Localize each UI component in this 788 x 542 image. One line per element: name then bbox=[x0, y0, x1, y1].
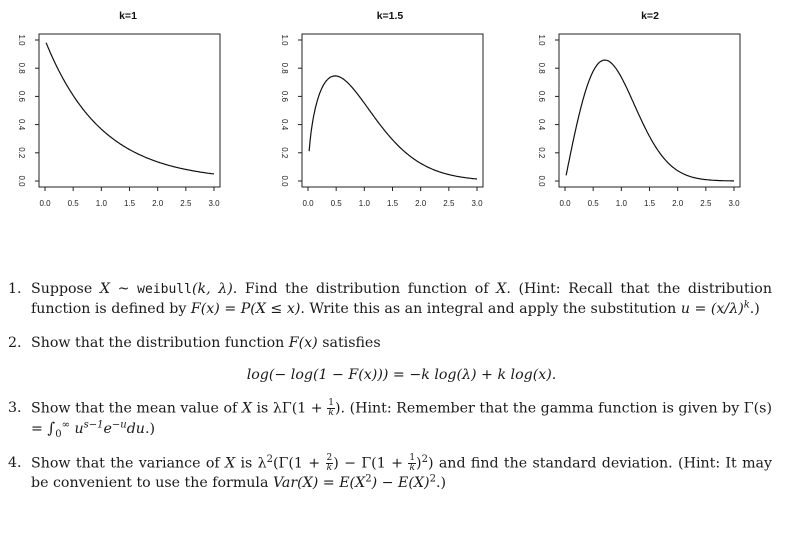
data-point bbox=[604, 59, 605, 60]
data-point bbox=[87, 114, 88, 115]
x-tick-label: 3.0 bbox=[208, 199, 220, 208]
data-point bbox=[612, 65, 613, 66]
panel-title: k=2 bbox=[641, 10, 659, 22]
fraction-denominator: k bbox=[328, 408, 334, 418]
math-expr: (Γ(1 + bbox=[272, 455, 326, 471]
x-tick-label: 1.0 bbox=[615, 199, 627, 208]
data-point bbox=[336, 76, 337, 77]
math-expr: ) bbox=[334, 400, 341, 417]
data-point bbox=[185, 169, 186, 170]
math-var: du bbox=[126, 421, 145, 437]
problem-3 bbox=[8, 399, 772, 440]
data-point bbox=[691, 176, 692, 177]
x-tick-label: 0.5 bbox=[587, 199, 599, 208]
data-point bbox=[649, 135, 650, 136]
problem-text: . Write this as an integral and apply the substitution bbox=[300, 300, 681, 317]
plot-frame bbox=[559, 34, 740, 187]
problem-text: . (Hint: Recall that the distribution function is defined by bbox=[31, 281, 772, 317]
problem-text: .) bbox=[749, 300, 760, 317]
math-expr: λΓ(1 + bbox=[272, 400, 328, 417]
density-curve bbox=[566, 60, 734, 181]
math-expr: ) bbox=[427, 455, 434, 471]
fraction bbox=[327, 399, 335, 418]
data-point bbox=[324, 85, 325, 86]
panel-title: k=1.5 bbox=[376, 10, 404, 22]
data-point bbox=[719, 180, 720, 181]
data-point bbox=[115, 140, 116, 141]
problem-text: is bbox=[235, 455, 258, 471]
y-tick-label: 0.2 bbox=[536, 147, 546, 159]
data-point bbox=[663, 158, 664, 159]
x-tick-label: 1.0 bbox=[95, 199, 107, 208]
fraction bbox=[408, 454, 416, 473]
math-expr: ) − Γ(1 + bbox=[333, 455, 409, 471]
math-exponent: s−1 bbox=[83, 419, 104, 431]
data-point bbox=[705, 179, 706, 180]
fraction-numerator: 2 bbox=[326, 452, 333, 463]
equation-text: log(− log(1 − F(x))) = −k log(λ) + k log(x). bbox=[246, 366, 557, 383]
x-tick-label: 3.0 bbox=[728, 199, 740, 208]
data-point bbox=[476, 179, 477, 180]
problem-text: satisfies bbox=[317, 335, 381, 351]
y-tick-label: 0.6 bbox=[536, 90, 546, 102]
x-tick-label: 0.0 bbox=[302, 199, 314, 208]
data-point bbox=[46, 42, 47, 43]
data-point bbox=[213, 173, 214, 174]
math-exponent: 2 bbox=[421, 453, 428, 465]
math-expr: u = (x/λ) bbox=[680, 300, 744, 317]
problem-number: 2. bbox=[8, 335, 22, 351]
problem-text: is bbox=[251, 400, 273, 417]
math-expr: ) − E(X) bbox=[371, 474, 430, 491]
fraction-denominator: k bbox=[409, 462, 415, 473]
y-tick-label: 1.0 bbox=[279, 34, 289, 46]
fraction-numerator: 1 bbox=[328, 398, 334, 408]
data-point bbox=[101, 128, 102, 129]
problem-text: .) bbox=[144, 421, 155, 437]
x-tick-label: 1.0 bbox=[358, 199, 370, 208]
problem-text: .) bbox=[435, 474, 446, 491]
data-point bbox=[587, 85, 588, 86]
math-exponent: 2 bbox=[266, 453, 273, 465]
x-tick-label: 1.5 bbox=[123, 199, 136, 208]
y-tick-label: 0.6 bbox=[16, 90, 26, 102]
density-curve bbox=[309, 76, 477, 179]
integral-sign: ∫ bbox=[47, 419, 56, 437]
data-point bbox=[157, 161, 158, 162]
problem-2 bbox=[8, 334, 772, 385]
math-var: F bbox=[190, 300, 201, 317]
data-point bbox=[309, 151, 310, 152]
data-point bbox=[341, 77, 342, 78]
data-point bbox=[350, 82, 351, 83]
data-point bbox=[319, 96, 320, 97]
data-point bbox=[566, 175, 567, 176]
math-expr: ) bbox=[416, 455, 422, 471]
math-expr: λ bbox=[257, 455, 267, 471]
math-exponent: k bbox=[743, 298, 750, 310]
x-tick-label: 0.0 bbox=[39, 199, 51, 208]
math-exponent: −u bbox=[111, 419, 127, 431]
data-point bbox=[434, 171, 435, 172]
data-point bbox=[364, 99, 365, 100]
x-tick-label: 2.0 bbox=[152, 199, 164, 208]
x-tick-label: 0.5 bbox=[67, 199, 79, 208]
data-point bbox=[570, 152, 571, 153]
x-tick-label: 1.5 bbox=[643, 199, 656, 208]
problem-text: and find the standard deviation. (Hint: It may be convenient to use the formula bbox=[31, 455, 773, 491]
density-panel bbox=[17, 10, 220, 208]
data-point bbox=[143, 156, 144, 157]
math-var: X bbox=[225, 455, 236, 471]
problem-number: 3. bbox=[8, 400, 22, 416]
y-tick-label: 0.2 bbox=[279, 147, 289, 159]
math-expr: (x) = P(X ≤ x) bbox=[200, 300, 301, 317]
math-exponent: 2 bbox=[365, 472, 372, 484]
y-tick-label: 0.8 bbox=[536, 62, 546, 74]
y-tick-label: 0.0 bbox=[536, 175, 546, 187]
y-tick-label: 0.8 bbox=[16, 62, 26, 74]
problem-text: Show that the variance of bbox=[31, 455, 225, 471]
data-point bbox=[733, 180, 734, 181]
density-panel bbox=[280, 10, 483, 208]
data-point bbox=[595, 66, 596, 67]
problem-text: . Find the distribution function of bbox=[232, 281, 497, 297]
y-tick-label: 1.0 bbox=[16, 34, 26, 46]
fraction-denominator: k bbox=[326, 462, 333, 473]
data-point bbox=[420, 163, 421, 164]
data-point bbox=[448, 175, 449, 176]
panel-title: k=1 bbox=[119, 10, 137, 22]
data-point bbox=[129, 149, 130, 150]
data-point bbox=[171, 165, 172, 166]
x-tick-label: 2.0 bbox=[415, 199, 427, 208]
math-var: X bbox=[99, 281, 110, 297]
x-tick-label: 2.5 bbox=[700, 199, 712, 208]
integral-upper: ∞ bbox=[61, 419, 70, 431]
x-tick-label: 3.0 bbox=[471, 199, 483, 208]
data-point bbox=[406, 152, 407, 153]
plot-frame bbox=[302, 34, 483, 187]
data-point bbox=[313, 116, 314, 117]
math-expr: Var(X) = E(X bbox=[272, 474, 366, 491]
y-tick-label: 0.4 bbox=[279, 119, 289, 131]
data-point bbox=[392, 137, 393, 138]
problem-text: Show that the distribution function bbox=[31, 335, 289, 351]
data-point bbox=[578, 114, 579, 115]
problem-text: Suppose bbox=[31, 281, 100, 297]
x-tick-label: 2.5 bbox=[443, 199, 455, 208]
code-text: weibull bbox=[137, 282, 192, 297]
math-var: X bbox=[241, 400, 252, 417]
problem-1 bbox=[8, 280, 772, 319]
data-point bbox=[635, 107, 636, 108]
problem-text: . (Hint: Remember that the gamma function is given by bbox=[340, 400, 744, 417]
weibull-density-figure bbox=[0, 0, 788, 235]
math-expr: Γ(s) = bbox=[31, 400, 772, 437]
data-point bbox=[73, 94, 74, 95]
x-tick-label: 2.0 bbox=[672, 199, 684, 208]
fraction-numerator: 1 bbox=[409, 452, 416, 463]
y-tick-label: 0.4 bbox=[16, 119, 26, 131]
density-panel bbox=[537, 10, 740, 208]
data-point bbox=[677, 171, 678, 172]
data-point bbox=[330, 79, 331, 80]
math-op: ~ bbox=[110, 281, 138, 297]
integral-lower: 0 bbox=[55, 428, 62, 440]
y-tick-label: 0.6 bbox=[279, 90, 289, 102]
problem-number: 4. bbox=[8, 454, 22, 471]
math-var: u bbox=[69, 421, 84, 437]
density-curve bbox=[46, 43, 214, 174]
y-tick-label: 0.4 bbox=[536, 119, 546, 131]
y-tick-label: 1.0 bbox=[536, 34, 546, 46]
problem-4 bbox=[8, 454, 772, 494]
x-tick-label: 1.5 bbox=[386, 199, 399, 208]
math-expr: F(x) bbox=[288, 335, 318, 351]
x-tick-label: 0.0 bbox=[559, 199, 571, 208]
data-point bbox=[462, 178, 463, 179]
data-point bbox=[58, 70, 59, 71]
y-tick-label: 0.8 bbox=[279, 62, 289, 74]
y-tick-label: 0.0 bbox=[279, 175, 289, 187]
math-var: e bbox=[103, 421, 112, 437]
problem-text: Show that the mean value of bbox=[31, 400, 242, 417]
math-exponent: 2 bbox=[429, 472, 436, 484]
data-point bbox=[199, 172, 200, 173]
problem-list bbox=[8, 280, 772, 493]
problem-number: 1. bbox=[8, 281, 22, 297]
math-var: X bbox=[496, 281, 507, 297]
plot-frame bbox=[39, 34, 220, 187]
y-tick-label: 0.0 bbox=[16, 175, 26, 187]
display-equation bbox=[31, 366, 772, 386]
math-expr: (k, λ) bbox=[191, 281, 233, 297]
data-point bbox=[378, 118, 379, 119]
data-point bbox=[621, 76, 622, 77]
x-tick-label: 0.5 bbox=[330, 199, 342, 208]
y-tick-label: 0.2 bbox=[16, 147, 26, 159]
x-tick-label: 2.5 bbox=[180, 199, 192, 208]
